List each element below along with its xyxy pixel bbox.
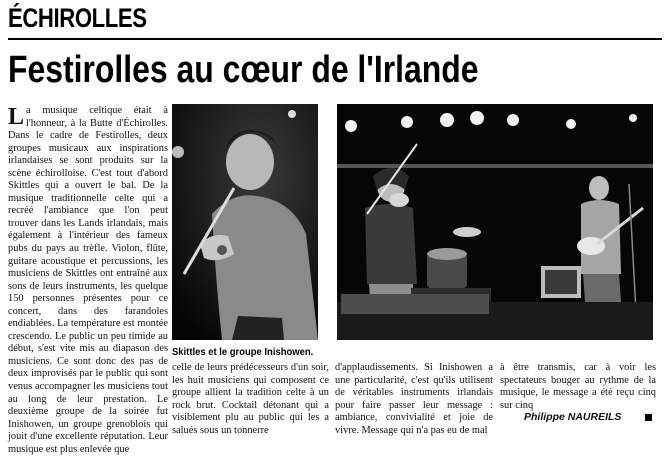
photo-caption: Skittles et le groupe Inishowen. bbox=[172, 346, 314, 358]
column-2-text: celle de leurs prédécesseurs d'un soir, les huit musiciens qui composent ce groupe allient la tradition celte à un rock brut. Cocktail détonant qui a visiblement plu au public qui les a salués sous un tonnerre bbox=[172, 362, 329, 436]
article-column-4 bbox=[500, 362, 656, 446]
column-3-text: d'applaudissements. Si Inishowen a une particularité, c'est qu'ils utilisent de véritables instruments irlandais pour faire passer leur message : ambiance, convivialité et joie de vivre. Message qui n'a pas eu de mal bbox=[335, 362, 493, 436]
author-byline: Philippe NAUREILS bbox=[524, 411, 622, 423]
article-column-2 bbox=[172, 362, 329, 446]
photo-band-on-stage bbox=[337, 104, 653, 340]
column-4-text: à être transmis, car à voir les spectateurs bouger au rythme de la musique, le message a été reçu cinq sur cinq bbox=[500, 362, 656, 411]
drop-cap: L bbox=[8, 104, 25, 130]
section-title: ÉCHIROLLES bbox=[8, 3, 147, 33]
article-column-1 bbox=[8, 104, 168, 455]
article-headline: Festirolles au cœur de l'Irlande bbox=[8, 49, 479, 91]
column-1-text: a musique celtique était à l'honneur, à la Butte d'Échirolles. Dans le cadre de Festirolles, deux groupes musicaux aux inspirations irlandaises se sont produits sur la scène échirolloise. C'est tout d'abord Skittles qui a ouvert le bal. De la musique traditionnelle celte qui a recréé l'ambiance que l'on peut trouver dans les Lands irlandais, mais également à l'intérieur des fameux pubs du pays au trèfle. Violon, flûte, guitare acoustique et percussions, les musiciens de Skittles ont entraîné aux sons de leurs instruments, les quelque 150 personnes présentes pour ce concert, dans des farandoles endiablées. La température est montée crescendo. Le public un peu timide au début, s'est vite mis au diapason des musiciens. Ce sont donc des pas de deux improvisés par le public qui sont venus accompagner les musiciens tout au long de leur prestation. Le deuxième groupe de la soirée fut Inishowen, un groupe grenoblois qui jouit d'une excellente réputation. Leur musique est plus enlevée que bbox=[8, 105, 168, 455]
photo-flute-player bbox=[172, 104, 318, 340]
end-mark bbox=[645, 414, 652, 421]
article-column-3 bbox=[335, 362, 493, 446]
section-rule bbox=[8, 38, 662, 40]
